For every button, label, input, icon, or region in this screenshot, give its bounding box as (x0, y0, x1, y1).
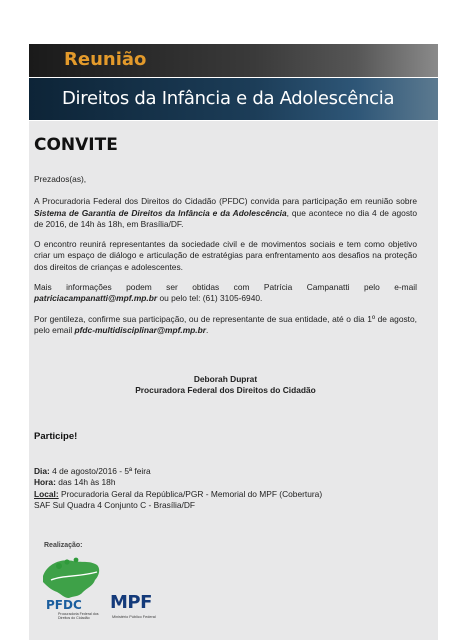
header-theme-banner (29, 78, 438, 120)
time-label: Hora: (34, 477, 56, 488)
pfdc-logo-subtitle: Procuradoria Federal dos Direitos do Cidadão (58, 612, 99, 621)
signatory-name: Deborah Duprat (193, 374, 258, 384)
signatory-role: Procuradora Federal dos Direitos do Cidadão (135, 385, 316, 396)
header-event-type-banner (29, 44, 438, 77)
paragraph-invitation (34, 196, 417, 230)
paragraph-objective: O encontro reunirá representantes da sociedade civil e de movimentos sociais e tem como objetivo criar um espaço de diálogo e articulação de estratégias para enfrentamento aos desafios na proteção dos direitos de crianças e adolescentes. (34, 239, 417, 272)
event-type-label: Reunião (64, 49, 147, 70)
participate-heading: Participe! (34, 431, 78, 442)
mpf-logo-text: MPF (110, 592, 152, 613)
date-value: 4 de agosto/2016 - 5ª feira (49, 466, 151, 476)
paragraph-text: , que acontece no dia 4 de agosto de 2016, de 14h às 18h, em Brasília/DF. (34, 207, 417, 229)
paragraph-text: Por gentileza, confirme sua participação, ou de representante de sua entidade, até o dia 1º de agosto, pelo email (34, 313, 417, 335)
invitation-body (34, 174, 417, 345)
detail-address: SAF Sul Quadra 4 Conjunto C - Brasília/DF (34, 499, 196, 510)
contact-email-link[interactable]: patriciacampanatti@mpf.mp.br (34, 293, 158, 304)
paragraph-text: . (205, 324, 209, 335)
detail-time (34, 477, 417, 488)
pfdc-logo-text: PFDC (46, 598, 82, 612)
realization-label: Realização: (44, 542, 83, 549)
time-value: das 14h às 18h (55, 477, 116, 488)
invitation-title: CONVITE (34, 135, 118, 155)
paragraph-text: Mais informações podem ser obtidas com Patrícia Campanatti pelo e-mail (34, 282, 417, 293)
greeting: Prezados(as), (34, 174, 87, 184)
paragraph-text: A Procuradoria Federal dos Direitos do Cidadão (PFDC) convida para participação em reunião sobre (34, 196, 417, 207)
location-value: Procuradoria Geral da República/PGR - Memorial do MPF (Cobertura) (58, 488, 323, 499)
meeting-subject: Sistema de Garantia de Direitos da Infância e da Adolescência (34, 207, 287, 218)
paragraph-rsvp (34, 314, 417, 337)
paragraph-contact (34, 282, 417, 305)
date-label: Dia: (34, 466, 50, 476)
mpf-logo-subtitle: Ministério Público Federal (112, 615, 156, 619)
theme-title: Direitos da Infância e da Adolescência (62, 88, 395, 109)
location-label: Local: (34, 488, 59, 499)
paragraph-text: ou pelo tel: (61) 3105-6940. (157, 293, 263, 304)
rsvp-email-link[interactable]: pfdc-multidisciplinar@mpf.mp.br (74, 324, 206, 335)
signature-block (34, 374, 417, 397)
event-details (34, 466, 417, 511)
detail-date (34, 466, 417, 477)
detail-location (34, 489, 417, 500)
